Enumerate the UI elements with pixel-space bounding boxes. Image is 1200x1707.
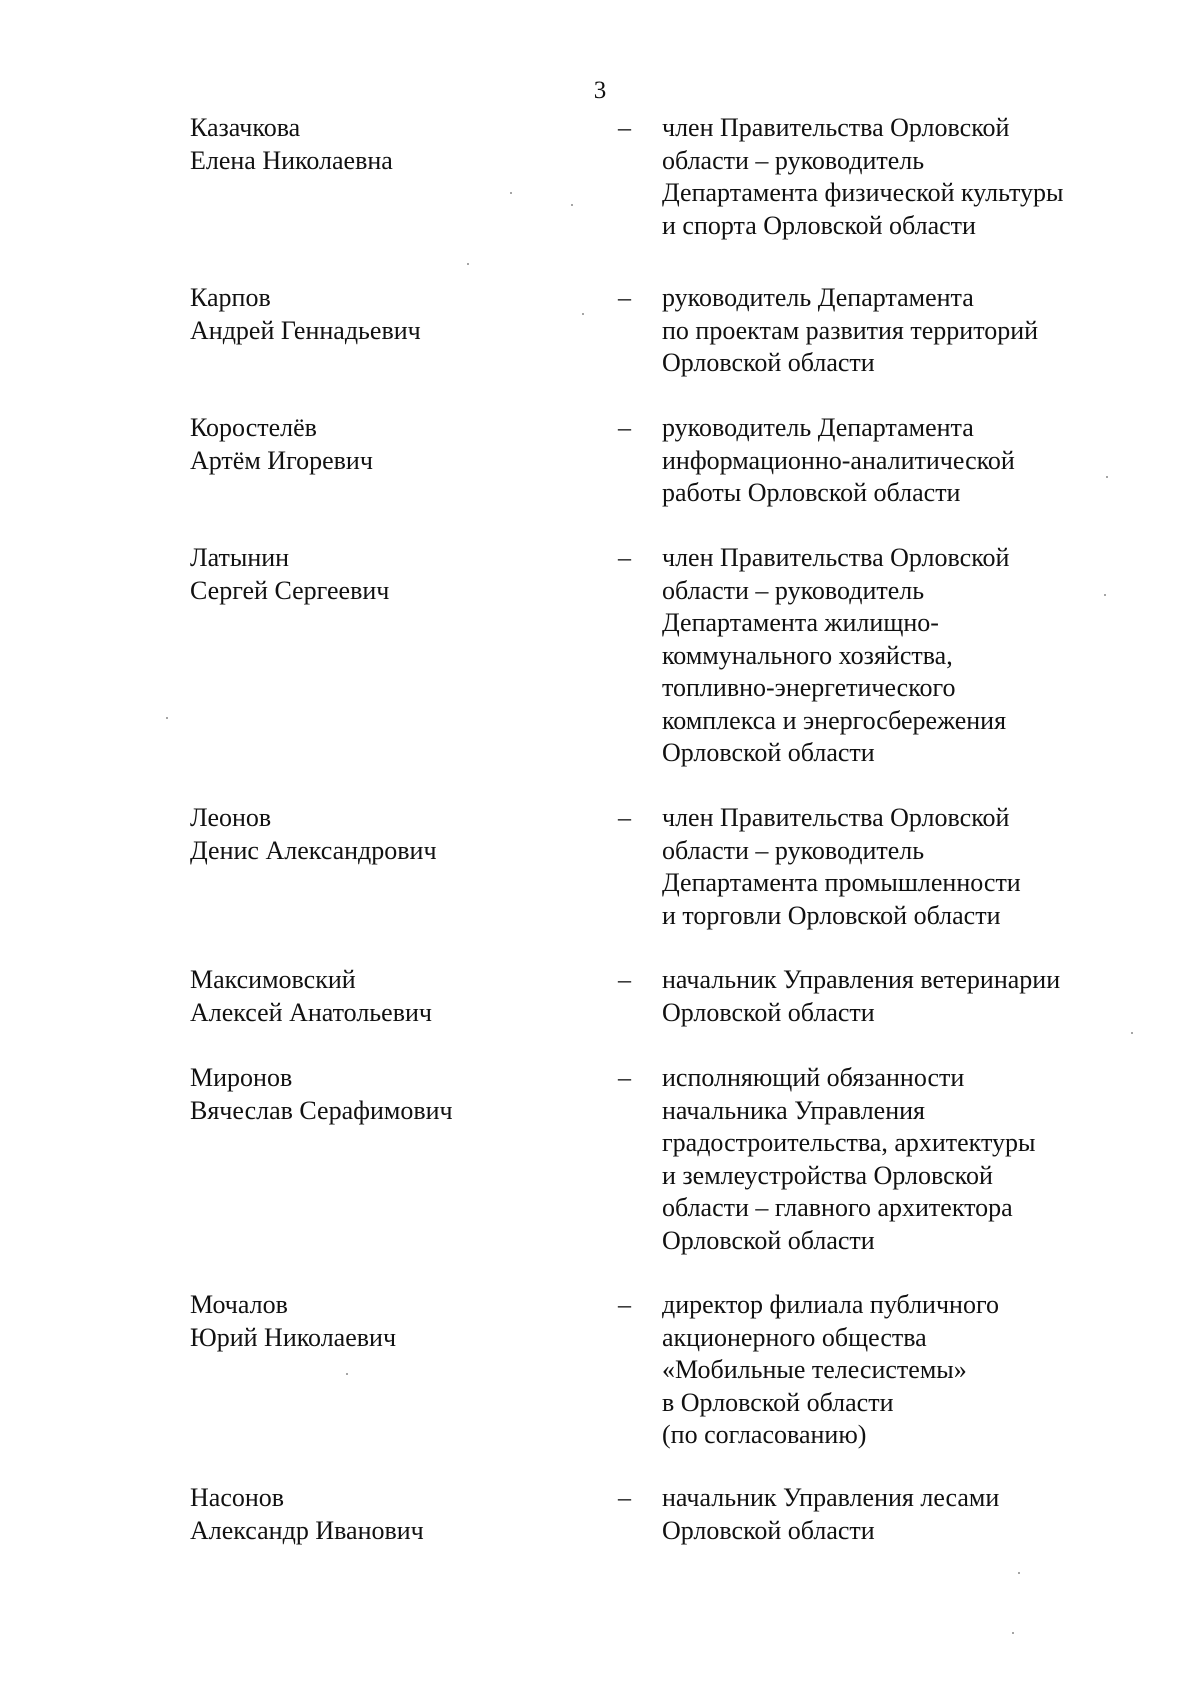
position-line: по проектам развития территорий [662,315,1039,345]
surname: Латынин [190,543,290,572]
surname: Насонов [190,1483,285,1512]
given-name: Андрей Геннадьевич [190,315,421,345]
position-line: член Правительства Орловской [662,113,1010,142]
position-line: директор филиала публичного [662,1290,999,1319]
person-name [190,964,590,1029]
surname: Миронов [190,1063,293,1092]
person-name [190,1062,590,1127]
person-name [190,282,590,347]
dash: – [618,543,631,572]
person-name [190,542,590,607]
position-line: руководитель Департамента [662,413,974,442]
given-name: Юрий Николаевич [190,1322,397,1352]
scan-speck [1131,1032,1133,1034]
position-line: Орловской области [662,738,875,767]
person-name [190,1482,590,1547]
position-line: области – главного архитектора [662,1193,1013,1222]
page-number: 3 [593,77,607,104]
scan-speck [1106,476,1108,478]
position-title [662,964,1122,1029]
given-name: Артём Игоревич [190,445,373,475]
position-line: информационно-аналитической [662,445,1015,475]
position-line: и торговли Орловской области [662,900,1001,930]
position-title [662,1482,1122,1547]
surname: Казачкова [190,113,301,142]
given-name: Денис Александрович [190,835,437,865]
position-line: Орловской области [662,348,875,377]
dash: – [618,1290,631,1319]
position-line: Департамента физической культуры [662,178,1064,207]
surname: Максимовский [190,965,356,994]
given-name: Елена Николаевна [190,145,393,175]
scan-speck [166,717,168,719]
surname: Мочалов [190,1290,288,1319]
person-name [190,112,590,177]
dash: – [618,283,631,312]
scan-speck [571,204,573,206]
position-line: Департамента жилищно- [662,608,939,637]
surname: Леонов [190,803,272,832]
position-line: Орловской области [662,1225,875,1255]
scan-speck [510,192,512,194]
position-line: области – руководитель [662,835,925,865]
position-line: начальника Управления [662,1095,926,1125]
position-line: Орловской области [662,997,875,1027]
position-line: начальник Управления лесами [662,1483,1000,1512]
position-line: и землеустройства Орловской [662,1160,993,1190]
position-line: коммунального хозяйства, [662,640,953,670]
position-line: (по согласованию) [662,1420,867,1449]
position-line: комплекса и энергосбережения [662,705,1007,735]
position-line: исполняющий обязанности [662,1063,965,1092]
given-name: Алексей Анатольевич [190,997,432,1027]
position-title [662,1289,1122,1452]
person-name [190,1289,590,1354]
position-title [662,1062,1122,1257]
dash: – [618,1063,631,1092]
position-line: Департамента промышленности [662,868,1021,897]
position-line: в Орловской области [662,1387,894,1417]
dash: – [618,965,631,994]
position-line: топливно-энергетического [662,673,956,702]
position-title [662,112,1122,242]
scan-speck [1104,594,1106,596]
scan-speck [467,263,469,265]
surname: Коростелёв [190,413,317,442]
position-line: начальник Управления ветеринарии [662,965,1061,994]
position-line: работы Орловской области [662,478,961,507]
person-name [190,802,590,867]
position-line: области – руководитель [662,145,925,175]
position-title [662,542,1122,770]
position-line: член Правительства Орловской [662,543,1010,572]
scan-speck [1012,1632,1014,1634]
position-title [662,282,1122,380]
given-name: Вячеслав Серафимович [190,1095,453,1125]
scan-speck [346,1373,348,1375]
given-name: Александр Иванович [190,1515,424,1545]
position-line: градостроительства, архитектуры [662,1128,1036,1157]
dash: – [618,113,631,142]
position-title [662,412,1122,510]
person-name [190,412,590,477]
dash: – [618,413,631,442]
position-line: и спорта Орловской области [662,210,976,240]
position-line: акционерного общества [662,1322,927,1352]
position-line: член Правительства Орловской [662,803,1010,832]
given-name: Сергей Сергеевич [190,575,390,605]
dash: – [618,1483,631,1512]
scan-speck [582,313,584,315]
position-line: руководитель Департамента [662,283,974,312]
dash: – [618,803,631,832]
position-line: области – руководитель [662,575,925,605]
position-title [662,802,1122,932]
surname: Карпов [190,283,271,312]
position-line: Орловской области [662,1515,875,1545]
position-line: «Мобильные телесистемы» [662,1355,967,1384]
scan-speck [1018,1572,1020,1574]
